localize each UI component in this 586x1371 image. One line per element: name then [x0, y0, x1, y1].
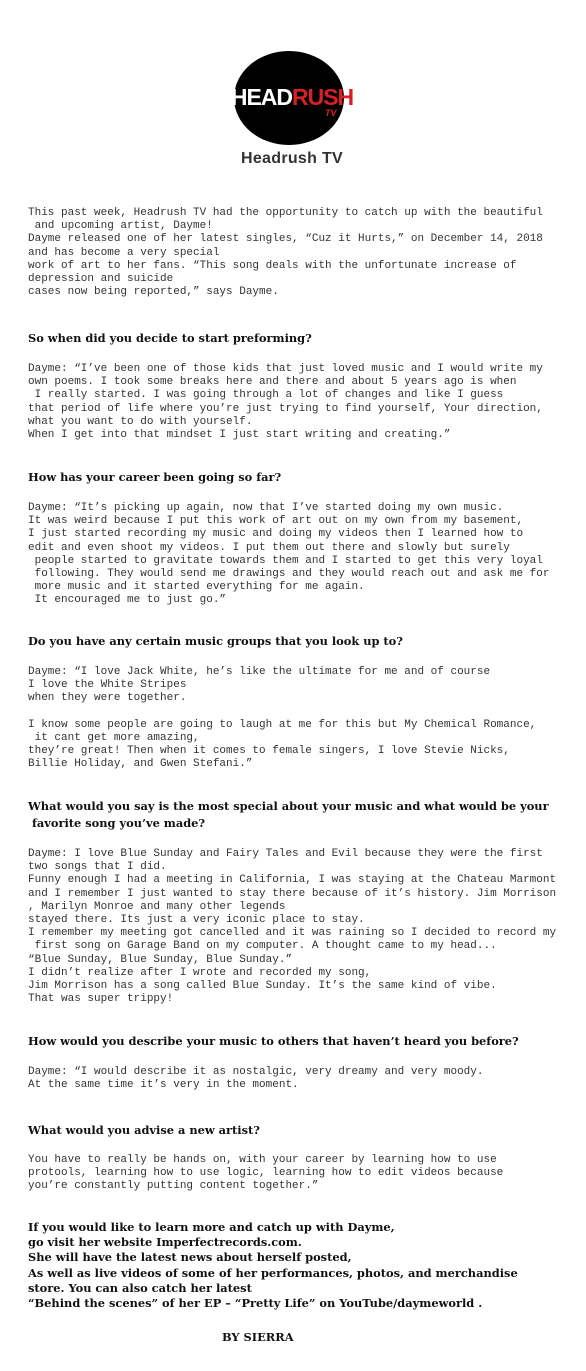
question-2: How has your career been going so far?	[28, 470, 282, 484]
closing-paragraph: If you would like to learn more and catch up with Dayme, go visit her website Imperfectrecords.com. She will have the latest news about herself posted, As well as live videos of some of her performances, photos, and merchandise store. You can also catch her latest “Behind the scenes” of her EP – “Pretty Life” on YouTube/daymeworld .	[28, 1220, 518, 1311]
question-4: What would you say is the most special about your music and what would be your favorite song you’ve made?	[28, 799, 549, 830]
answer-1: Dayme: “I’ve been one of those kids that just loved music and I would write my own poems. I took some breaks here and there and about 5 years ago is when I really started. I was going through a lot of changes and like I guess that period of life where you’re just trying to find yourself, Your direction, what you want to do with yourself. When I get into that mindset I just start writing and creating.”	[28, 363, 543, 442]
intro-paragraph: This past week, Headrush TV had the opportunity to catch up with the beautiful and upcoming artist, Dayme! Dayme released one of her latest singles, “Cuz it Hurts,” on December 14, 2018 and has become a very special work of art to her fans. “This song deals with the unfortunate increase of depression and suicide cases now being reported,” says Dayme.	[28, 207, 543, 299]
answer-5: Dayme: “I would describe it as nostalgic, very dreamy and very moody. At the same time it’s very in the moment.	[28, 1066, 484, 1092]
logo-word-rush: RUSH	[292, 84, 354, 110]
question-3: Do you have any certain music groups that you look up to?	[28, 634, 403, 648]
question-5: How would you describe your music to others that haven’t heard you before?	[28, 1034, 519, 1048]
answer-4: Dayme: I love Blue Sunday and Fairy Tales and Evil because they were the first two songs that I did. Funny enough I had a meeting in California, I was staying at the Chateau Marmont and I remember I just wanted to stay there because of it’s history. Jim Morrison , Marilyn Monroe and many other legends stayed there. Its just a very iconic place to stay. I remember my meeting got cancelled and it was raining so I decided to record my first song on Garage Band on my computer. A thought came to my head... “Blue Sunday, Blue Sunday, Blue Sunday.” I didn’t realize after I wrote and recorded my song, Jim Morrison has a song called Blue Sunday. It’s the same kind of vibe. That was super trippy!	[28, 848, 557, 1006]
question-1: So when did you decide to start preforming?	[28, 331, 312, 345]
answer-6: You have to really be hands on, with your career by learning how to use protools, learning how to use logic, learning how to edit videos because you’re constantly putting content together.”	[28, 1154, 504, 1193]
logo-wordmark	[229, 85, 355, 109]
logo-word-tv: TV	[325, 108, 337, 118]
answer-2: Dayme: “It’s picking up again, now that I’ve started doing my own music. It was weird because I put this work of art out on my own from my basement, I just started recording my music and doing my videos then I learned how to edit and even shoot my videos. I put them out there and slowly but surely people started to gravitate towards them and I started to get this very loyal following. They would send me drawings and they would reach out and ask me for more music and it started everything for me again. It encouraged me to just go.”	[28, 502, 550, 607]
headrush-logo	[229, 40, 355, 152]
answer-3: Dayme: “I love Jack White, he’s like the ultimate for me and of course I love the White Stripes when they were together. I know some people are going to laugh at me for this but My Chemical Romance, it cant get more amazing, they’re great! Then when it comes to female singers, I love Stevie Nicks, Billie Holiday, and Gwen Stefani.”	[28, 666, 537, 771]
logo-word-head: HEAD	[230, 84, 292, 110]
byline: BY SIERRA	[222, 1330, 294, 1344]
question-6: What would you advise a new artist?	[28, 1123, 260, 1137]
brand-name: Headrush TV	[241, 150, 343, 167]
